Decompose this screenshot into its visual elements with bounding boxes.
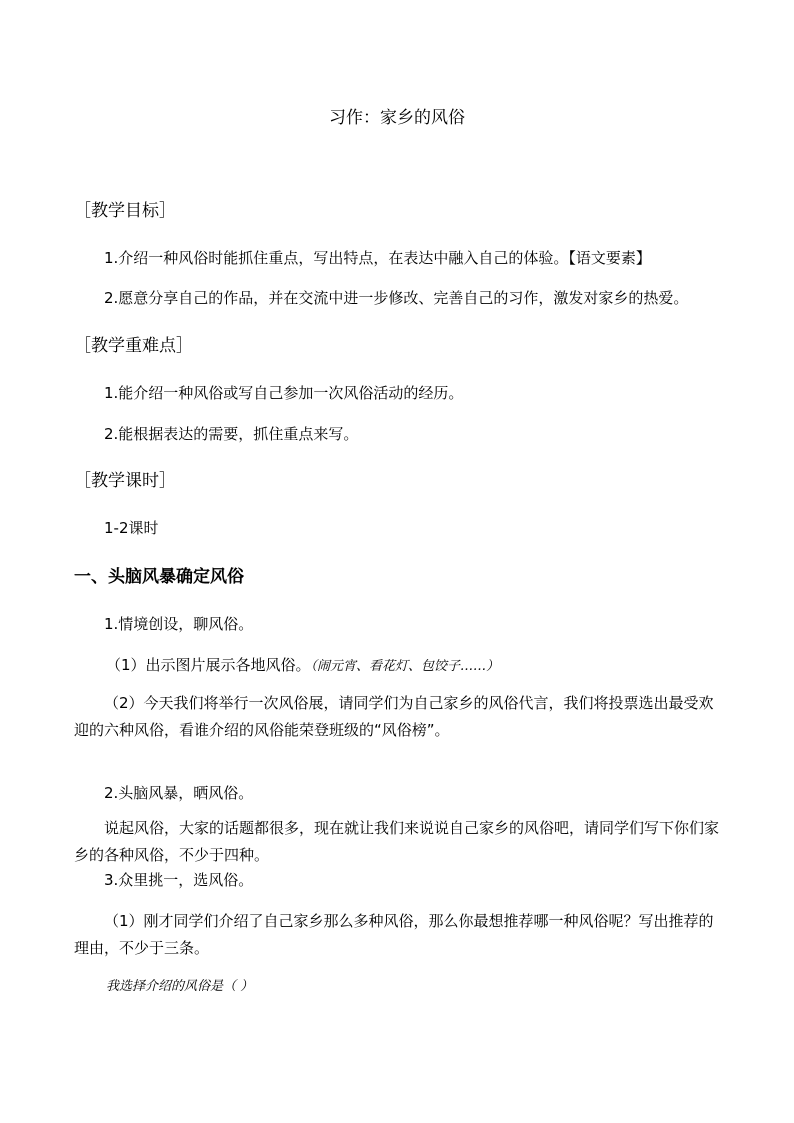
hours-value: 1-2课时 [104, 519, 159, 537]
step-2-text: 说起风俗，大家的话题都很多，现在就让我们来说说自己家乡的风俗吧，请同学们写下你们家乡的各种风俗，不少于四种。 [74, 819, 720, 864]
step-1-sub-2: （2）今天我们将举行一次风俗展，请同学们为自己家乡的风俗代言，我们将投票选出最受欢迎的六种风俗，看谁介绍的风俗能荣登班级的“风俗榜”。 [74, 694, 714, 739]
key-point-item-1: 1.能介绍一种风俗或写自己参加一次风俗活动的经历。 [104, 384, 464, 402]
goal-item-1: 1.介绍一种风俗时能抓住重点，写出特点，在表达中融入自己的体验。【语文要素】 [104, 249, 651, 267]
step-1-title: 1.情境创设，聊风俗。 [104, 615, 254, 633]
part-one-heading: 一、头脑风暴确定风俗 [74, 567, 244, 587]
step-2-title: 2.头脑风暴，晒风俗。 [104, 784, 254, 802]
page-title: 习作：家乡的风俗 [329, 108, 465, 128]
step-1-sub-1-text: （1）出示图片展示各地风俗。 [106, 656, 311, 674]
section-heading-key-points: ［教学重难点］ [74, 336, 193, 356]
step-1-sub-1-note: （闹元宵、看花灯、包饺子……） [310, 659, 500, 674]
step-1-sub-1 [106, 655, 499, 677]
step-3-title: 3.众里挑一，选风俗。 [104, 871, 254, 889]
section-heading-goals: ［教学目标］ [74, 201, 176, 221]
step-3-sub-1: （1）刚才同学们介绍了自己家乡那么多种风俗，那么你最想推荐哪一种风俗呢？写出推荐的理由，不少于三条。 [74, 912, 714, 957]
section-heading-hours: ［教学课时］ [74, 471, 176, 491]
goal-item-2: 2.愿意分享自己的作品，并在交流中进一步修改、完善自己的习作，激发对家乡的热爱。 [104, 289, 689, 307]
fill-in-blank-line: 我选择介绍的风俗是（ ） [106, 979, 254, 994]
key-point-item-2: 2.能根据表达的需要，抓住重点来写。 [104, 425, 359, 443]
